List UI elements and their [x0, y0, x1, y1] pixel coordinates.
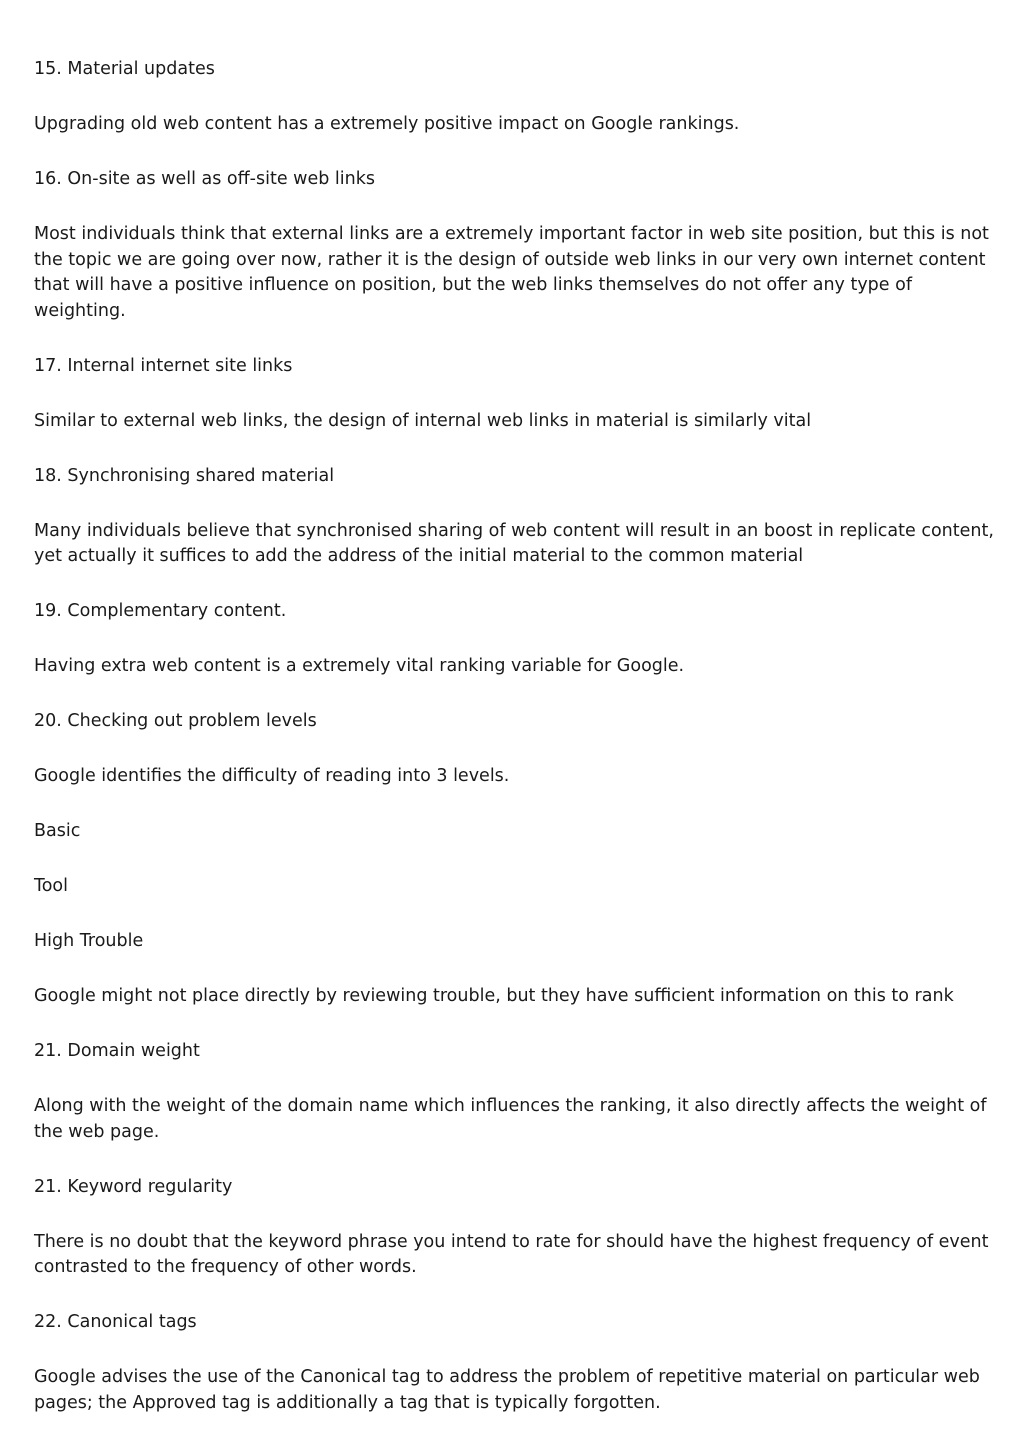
heading-material-updates: 15. Material updates: [34, 59, 215, 79]
heading-synchronising-shared: 18. Synchronising shared material: [34, 465, 335, 486]
paragraph-internal-links: Similar to external web links, the design of internal web links in material is similarly vital: [34, 410, 812, 431]
paragraph-keyword-regularity: There is no doubt that the keyword phrase you intend to rate for should have the highest frequency of event contrasted to the frequency of other words.: [34, 1231, 989, 1277]
heading-problem-levels: 20. Checking out problem levels: [34, 711, 317, 731]
paragraph-complementary-content: Having extra web content is a extremely vital ranking variable for Google.: [34, 656, 685, 676]
heading-onsite-offsite-links: 16. On-site as well as off-site web links: [34, 169, 375, 189]
paragraph-material-updates: Upgrading old web content has a extremely positive impact on Google rankings.: [34, 114, 740, 134]
heading-domain-weight: 21. Domain weight: [34, 1041, 200, 1061]
level-tool: Tool: [34, 876, 68, 896]
level-high-trouble: High Trouble: [34, 931, 144, 951]
level-basic: Basic: [34, 821, 81, 841]
paragraph-problem-levels: Google identifies the difficulty of reading into 3 levels.: [34, 766, 510, 786]
paragraph-synchronising-shared: Many individuals believe that synchronised sharing of web content will result in an boost in replicate content, yet actually it suffices to add the address of the initial material to the common material: [34, 520, 994, 566]
paragraph-domain-weight: Along with the weight of the domain name which influences the ranking, it also directly affects the weight of the web page.: [34, 1096, 987, 1142]
document-body: [34, 57, 996, 1446]
heading-keyword-regularity: 21. Keyword regularity: [34, 1176, 233, 1197]
paragraph-reviewing-trouble: Google might not place directly by reviewing trouble, but they have sufficient information on this to rank: [34, 986, 954, 1006]
heading-canonical-tags: 22. Canonical tags: [34, 1312, 197, 1332]
heading-complementary-content: 19. Complementary content.: [34, 601, 287, 621]
paragraph-canonical-tags: Google advises the use of the Canonical tag to address the problem of repetitive material on particular web pages; the Approved tag is additionally a tag that is typically forgotten.: [34, 1367, 980, 1413]
paragraph-onsite-offsite-links: Most individuals think that external links are a extremely important factor in web site position, but this is not the topic we are going over now, rather it is the design of outside web links in our very own internet content that will have a positive influence on position, but the web links themselves do not offer any type of weighting.: [34, 224, 989, 321]
heading-internal-links: 17. Internal internet site links: [34, 355, 293, 376]
